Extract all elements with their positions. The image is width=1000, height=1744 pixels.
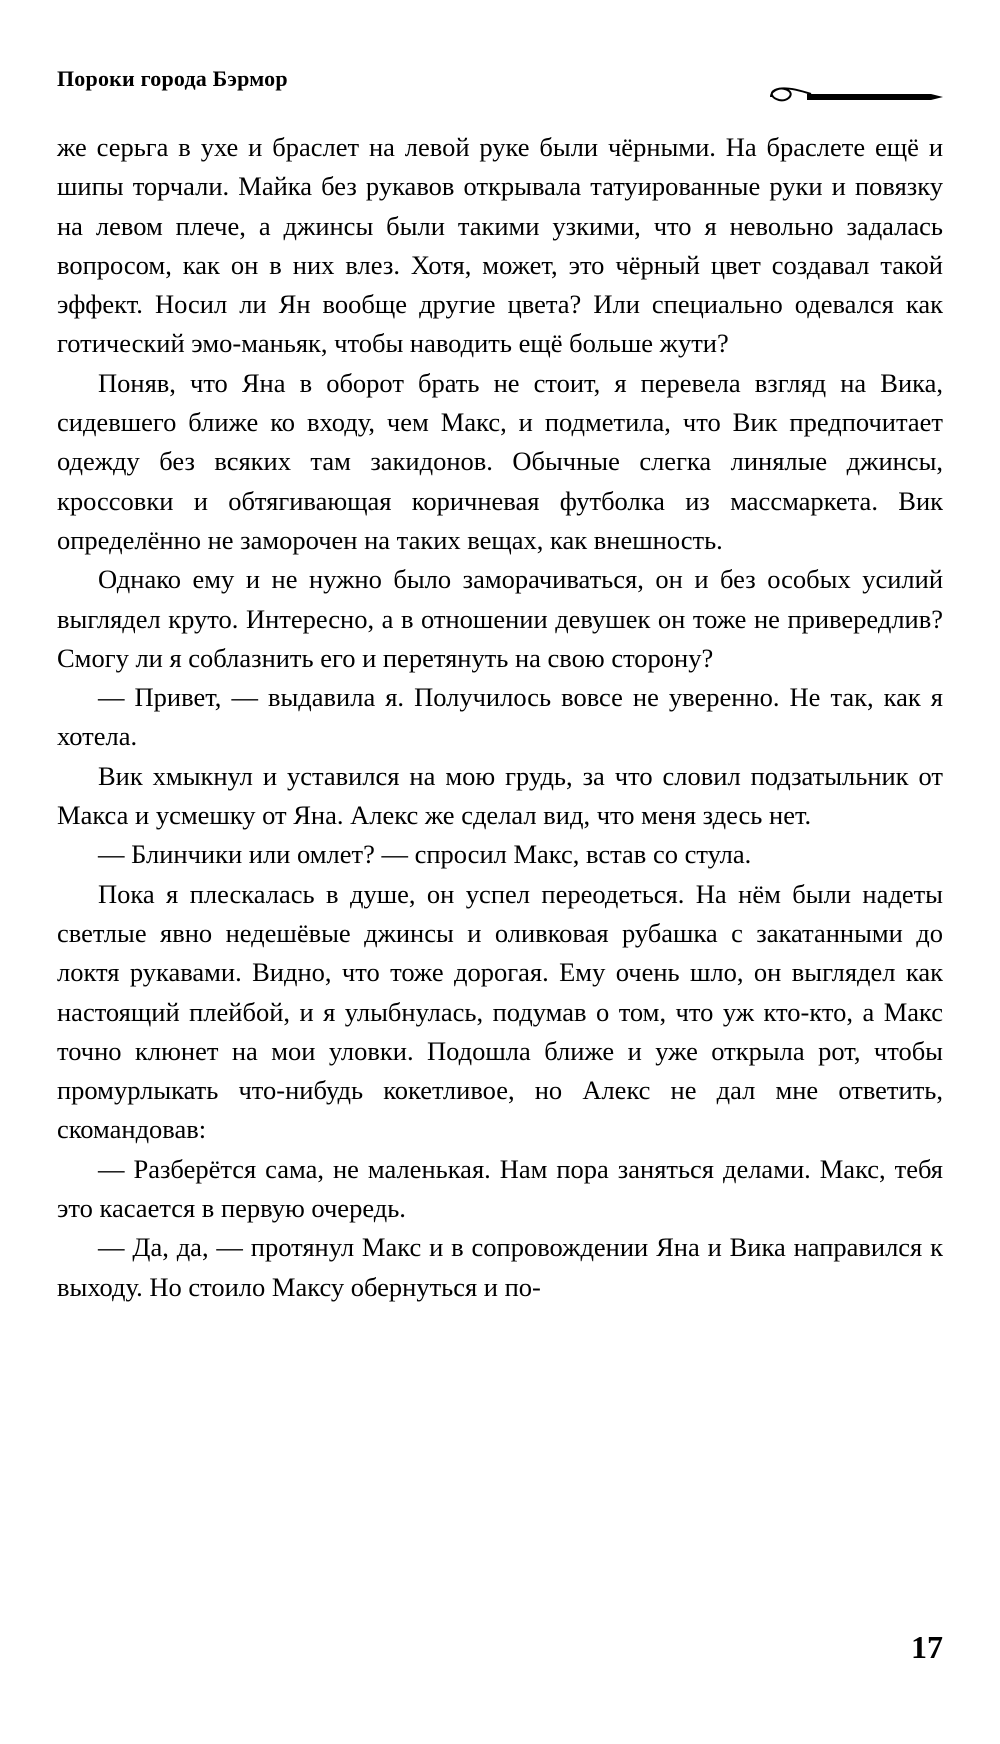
page-header xyxy=(57,66,943,112)
paragraph: — Разберётся сама, не маленькая. Нам пора заняться делами. Макс, тебя это касается в первую очередь. xyxy=(57,1153,943,1224)
paragraph: Пока я плескалась в душе, он успел переодеться. На нём были надеты светлые явно недешёвые джинсы и оливковая рубашка с закатанными до локтя рукавами. Видно, что тоже дорогая. Ему очень шло, он выглядел как настоящий плейбой, и я улыбнулась, подумав о том, что уж кто-кто, а Макс точно клюнет на мои уловки. Подошла ближе и уже открыла рот, чтобы промурлыкать что-нибудь кокетливое, но Алекс не дал мне ответить, скомандовав: xyxy=(57,878,943,1145)
paragraph: Однако ему и не нужно было заморачиваться, он и без особых усилий выглядел круто. Интересно, а в отношении девушек он тоже не привередлив? Смогу ли я соблазнить его и перетянуть на свою сторону? xyxy=(57,564,943,673)
paragraph: — Да, да, — протянул Макс и в сопровождении Яна и Вика направился к выходу. Но стоило Максу обернуться и по- xyxy=(57,1232,943,1302)
page-body xyxy=(57,128,943,1307)
paragraph: Поняв, что Яна в оборот брать не стоит, я перевела взгляд на Вика, сидевшего ближе ко входу, чем Макс, и подметила, что Вик предпочитает одежду без всяких там закидонов. Обычные слегка линялые джинсы, кроссовки и обтягивающая коричневая футболка из массмаркета. Вик определённо не заморочен на таких вещах, как внешность. xyxy=(57,367,943,555)
paragraph: — Привет, — выдавила я. Получилось вовсе не уверенно. Не так, как я хотела. xyxy=(57,682,943,752)
swash-rule-ornament-icon xyxy=(763,80,943,114)
paragraph: Вик хмыкнул и уставился на мою грудь, за что словил подзатыльник от Макса и усмешку от Яна. Алекс же сделал вид, что меня здесь нет. xyxy=(57,760,943,831)
running-title: Пороки города Бэрмор xyxy=(57,66,288,91)
page-number: 17 xyxy=(911,1629,943,1665)
paragraph: — Блинчики или омлет? — спросил Макс, встав со стула. xyxy=(98,839,752,870)
paragraph: же серьга в ухе и браслет на левой руке были чёрными. На браслете ещё и шипы торчали. Майка без рукавов открывала татуированные руки и повязку на левом плече, а джинсы были такими узкими, что я невольно задалась вопросом, как он в них влез. Хотя, может, это чёрный цвет создавал такой эффект. Носил ли Ян вообще другие цвета? Или специально одевался как готический эмо-маньяк, чтобы наводить ещё больше жути? xyxy=(57,132,943,359)
